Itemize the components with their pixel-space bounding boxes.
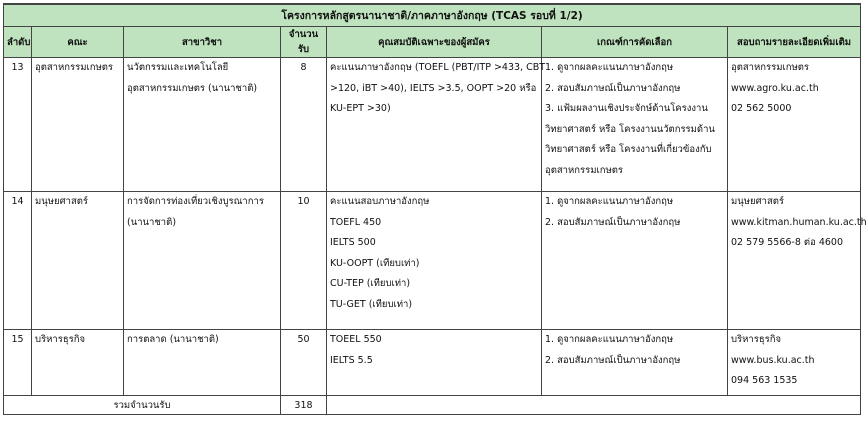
total-value: 318 [281,396,327,415]
row-criteria: 1. ดูจากผลคะแนนภาษาอังกฤษ 2. สอบสัมภาษณ์เป็นภาษาอังกฤษ 3. แฟ้มผลงานเชิงประจักษ์ด้านโครงงาน วิทยาศาสตร์ หรือ โครงงานนวัตกรรมด้าน วิทยาศาสตร์ หรือ โครงงานที่เกี่ยวข้องกับ อุตสาหกรรมเกษตร [542,58,728,192]
header-qualifications: คุณสมบัติเฉพาะของผู้สมัคร [327,27,542,58]
row-qualifications: คะแนนภาษาอังกฤษ (TOEFL (PBT/ITP >433, CBT >120, iBT >40), IELTS >3.5, OOPT >20 หรือ KU-EPT >30) [327,58,542,192]
contact-link[interactable]: www.kitman.human.ku.ac.th [731,216,867,228]
row-no: 14 [4,192,32,330]
table-row [4,330,861,396]
table-title: โครงการหลักสูตรนานาชาติ/ภาคภาษาอังกฤษ (TCAS รอบที่ 1/2) [4,4,861,27]
row-program: นวัตกรรมและเทคโนโลยีอุตสาหกรรมเกษตร (นานาชาติ) [124,58,281,192]
row-qualifications: TOEEL 550 IELTS 5.5 [327,330,542,396]
row-no: 15 [4,330,32,396]
row-contact: บริหารธุรกิจ www.bus.ku.ac.th 094 563 1535 [728,330,861,396]
header-faculty: คณะ [32,27,124,58]
row-no: 13 [4,58,32,192]
total-label: รวมจำนวนรับ [4,396,281,415]
row-seats: 10 [281,192,327,330]
header-seats: จำนวนรับ [281,27,327,58]
row-faculty: บริหารธุรกิจ [32,330,124,396]
contact-link[interactable]: www.bus.ku.ac.th [731,354,815,366]
row-program: การจัดการท่องเที่ยวเชิงบูรณาการ (นานาชาติ) [124,192,281,330]
row-criteria: 1. ดูจากผลคะแนนภาษาอังกฤษ 2. สอบสัมภาษณ์เป็นภาษาอังกฤษ [542,192,728,330]
title-row [4,4,861,27]
row-contact: มนุษยศาสตร์ www.kitman.human.ku.ac.th 02 579 5566-8 ต่อ 4600 [728,192,861,330]
header-program: สาขาวิชา [124,27,281,58]
header-no: ลำดับ [4,27,32,58]
total-row [4,396,861,415]
header-contact: สอบถามรายละเอียดเพิ่มเติม [728,27,861,58]
admission-table [3,3,867,415]
total-empty [327,396,861,415]
row-contact: อุตสาหกรรมเกษตร www.agro.ku.ac.th 02 562 5000 [728,58,861,192]
table-row [4,192,861,330]
row-qualifications: คะแนนสอบภาษาอังกฤษ TOEFL 450 IELTS 500 KU-OOPT (เทียบเท่า) CU-TEP (เทียบเท่า) TU-GET (เทียบเท่า) [327,192,542,330]
row-faculty: มนุษยศาสตร์ [32,192,124,330]
row-criteria: 1. ดูจากผลคะแนนภาษาอังกฤษ 2. สอบสัมภาษณ์เป็นภาษาอังกฤษ [542,330,728,396]
row-faculty: อุตสาหกรรมเกษตร [32,58,124,192]
admission-table-container [3,3,867,415]
row-seats: 8 [281,58,327,192]
row-program: การตลาด (นานาชาติ) [124,330,281,396]
contact-link[interactable]: www.agro.ku.ac.th [731,82,819,94]
table-row [4,58,861,192]
header-criteria: เกณฑ์การคัดเลือก [542,27,728,58]
header-row [4,27,861,58]
row-seats: 50 [281,330,327,396]
